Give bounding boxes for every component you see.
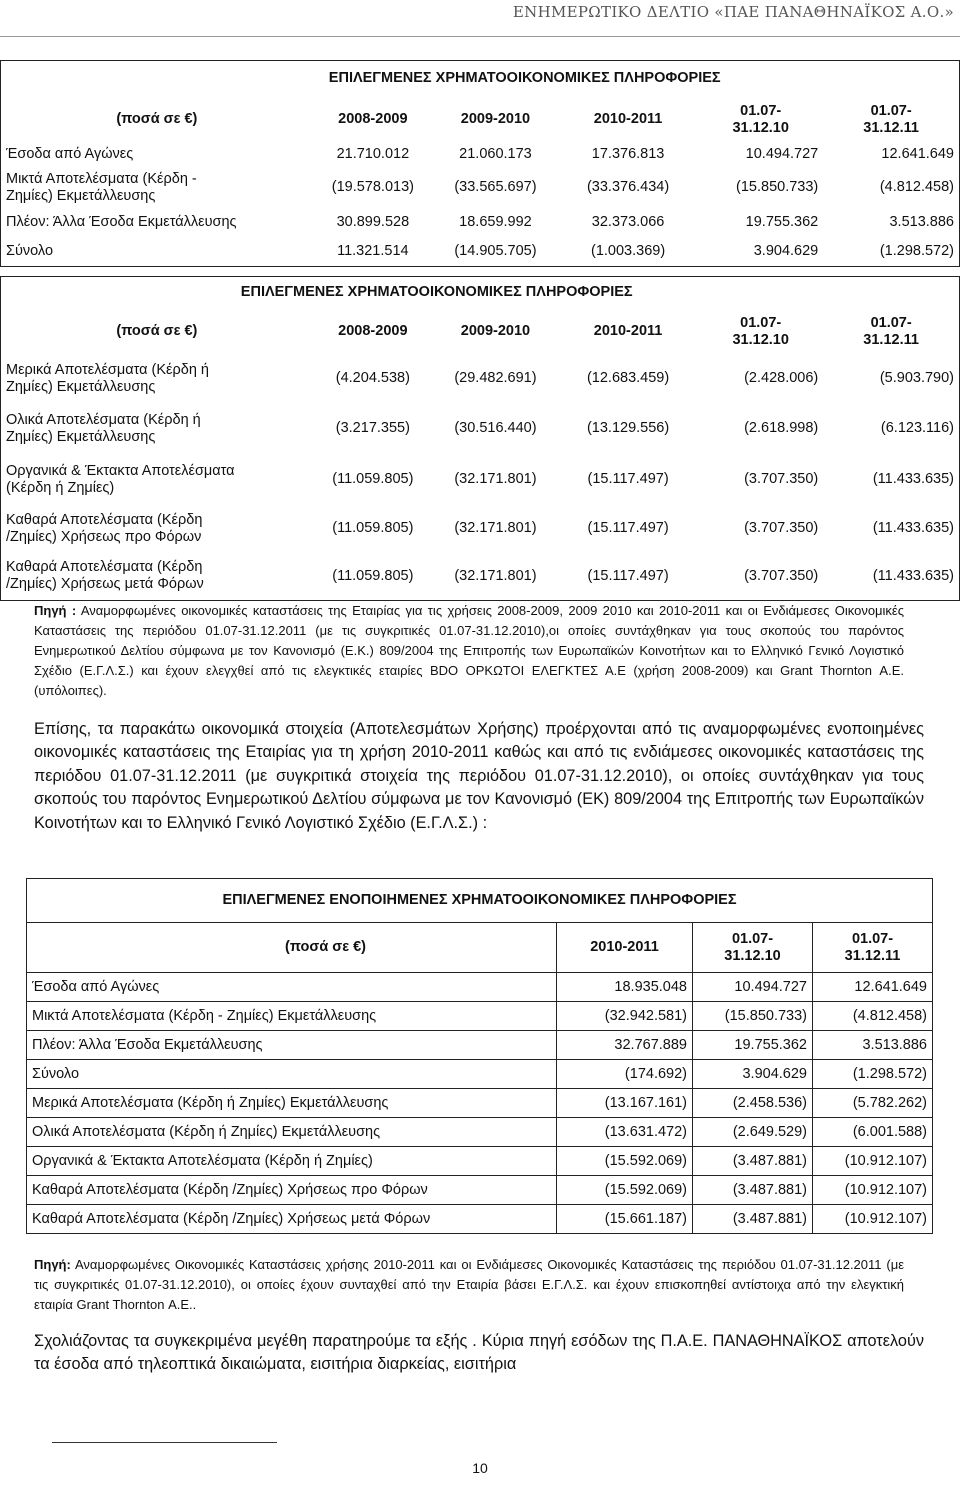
- cell-value: 18.935.048: [557, 973, 693, 1002]
- table2-col-header: 2008-2009: [338, 323, 408, 339]
- cell-value: (2.458.536): [693, 1089, 813, 1118]
- cell-value: (4.204.538): [335, 370, 410, 386]
- cell-value: 3.513.886: [889, 214, 954, 230]
- cell-value: (3.217.355): [335, 420, 410, 436]
- cell-value: (11.433.635): [872, 567, 954, 584]
- row-label: Καθαρά Αποτελέσματα (Κέρδη /Ζημίες) Χρήσεως μετά Φόρων: [6, 559, 204, 593]
- cell-value: 18.659.992: [459, 214, 532, 230]
- cell-value: (13.631.472): [557, 1118, 693, 1147]
- cell-value: 32.373.066: [591, 214, 665, 230]
- table-row: [1, 403, 960, 455]
- table3-unit-label: (ποσά σε €): [27, 923, 557, 973]
- cell-value: (3.707.350): [744, 471, 819, 487]
- table-row: [27, 1205, 933, 1234]
- table1-col-header: 2008-2009: [338, 111, 408, 127]
- table1-unit-label: (ποσά σε €): [116, 111, 198, 127]
- cell-value: (174.692): [557, 1060, 693, 1089]
- table1-caption-row: [1, 61, 960, 97]
- cell-value: 12.641.649: [881, 146, 954, 162]
- cell-value: (2.428.006): [744, 370, 819, 386]
- cell-value: (15.592.069): [557, 1176, 693, 1205]
- cell-value: (12.683.459): [586, 370, 670, 386]
- body-paragraph-2: Σχολιάζοντας τα συγκεκριμένα μεγέθη παρατηρούμε τα εξής . Κύρια πηγή εσόδων της Π.Α.Ε. ΠΑΝΑΘΗΝΑΪΚΟΣ αποτελούν τα έσοδα από τηλεοπτικά δικαιώματα, εισιτήρια διαρκείας, εισιτήρια: [34, 1332, 924, 1374]
- page-number: 10: [472, 1460, 488, 1476]
- table1-col-header: 01.07- 31.12.11: [863, 102, 919, 136]
- cell-value: (15.592.069): [557, 1147, 693, 1176]
- table-row: [27, 1031, 933, 1060]
- cell-value: (3.707.350): [744, 520, 819, 536]
- row-label: Σύνολο: [27, 1060, 557, 1089]
- table-row: [27, 1118, 933, 1147]
- cell-value: 21.710.012: [336, 146, 410, 162]
- cell-value: (13.129.556): [586, 420, 670, 436]
- cell-value: 19.755.362: [745, 214, 819, 230]
- cell-value: (3.487.881): [693, 1205, 813, 1234]
- source-label: Πηγή :: [34, 603, 77, 618]
- cell-value: (6.123.116): [880, 420, 954, 436]
- table-row: [27, 1089, 933, 1118]
- header-divider: [0, 36, 960, 37]
- cell-value: (32.171.801): [454, 471, 537, 487]
- source-label: Πηγή:: [34, 1257, 71, 1272]
- table-row: [1, 143, 960, 167]
- row-label: Καθαρά Αποτελέσματα (Κέρδη /Ζημίες) Χρήσεως μετά Φόρων: [27, 1205, 557, 1234]
- source-note-1: [34, 601, 904, 701]
- table2-col-header: 01.07- 31.12.10: [732, 314, 789, 348]
- cell-value: 3.904.629: [693, 1060, 813, 1089]
- table2-col-header: 01.07- 31.12.11: [863, 314, 919, 348]
- cell-value: 3.513.886: [813, 1031, 933, 1060]
- page-header: [0, 0, 960, 24]
- table1-header-row: [1, 97, 960, 143]
- row-label: Πλέον: Άλλα Έσοδα Εκμετάλλευσης: [27, 1031, 557, 1060]
- row-label: Οργανικά & Έκτακτα Αποτελέσματα (Κέρδη ή Ζημίες): [6, 462, 235, 496]
- row-label: Μερικά Αποτελέσματα (Κέρδη ή Ζημίες) Εκμετάλλευσης: [6, 361, 209, 395]
- cell-value: 32.767.889: [557, 1031, 693, 1060]
- table-row: [27, 1002, 933, 1031]
- cell-value: 10.494.727: [745, 146, 819, 162]
- cell-value: (15.117.497): [587, 520, 669, 536]
- cell-value: (15.117.497): [587, 567, 669, 584]
- table2-col-header: 2009-2010: [460, 323, 531, 339]
- cell-value: (2.649.529): [693, 1118, 813, 1147]
- table-row: [1, 505, 960, 553]
- cell-value: 17.376.813: [591, 146, 665, 162]
- table-row: [1, 237, 960, 267]
- cell-value: 19.755.362: [693, 1031, 813, 1060]
- table-row: [27, 973, 933, 1002]
- cell-value: 3.904.629: [753, 242, 819, 259]
- cell-value: (4.812.458): [879, 179, 954, 195]
- table3-caption: ΕΠΙΛΕΓΜΕΝΕΣ ΕΝΟΠΟΙΗΜΕΝΕΣ ΧΡΗΜΑΤΟΟΙΚΟΝΟΜΙΚΕΣ ΠΛΗΡΟΦΟΡΙΕΣ: [27, 879, 933, 923]
- table-row: [27, 1176, 933, 1205]
- row-label: Καθαρά Αποτελέσματα (Κέρδη /Ζημίες) Χρήσεως προ Φόρων: [27, 1176, 557, 1205]
- cell-value: (15.850.733): [693, 1002, 813, 1031]
- cell-value: (6.001.588): [813, 1118, 933, 1147]
- cell-value: (33.565.697): [454, 179, 537, 195]
- cell-value: (5.903.790): [879, 370, 954, 386]
- cell-value: (10.912.107): [813, 1147, 933, 1176]
- cell-value: (3.707.350): [744, 567, 819, 584]
- table-row: [1, 167, 960, 209]
- cell-value: (29.482.691): [454, 370, 537, 386]
- table3-col-header: 2010-2011: [557, 923, 693, 973]
- cell-value: (11.059.805): [332, 471, 414, 487]
- cell-value: (15.661.187): [557, 1205, 693, 1234]
- consolidated-table: [26, 878, 933, 1234]
- row-label: Μερικά Αποτελέσματα (Κέρδη ή Ζημίες) Εκμετάλλευσης: [27, 1089, 557, 1118]
- row-label: Σύνολο: [6, 242, 54, 259]
- table1-col-header: 01.07- 31.12.10: [732, 102, 789, 136]
- source-note-2: [34, 1255, 904, 1315]
- table2-caption-row: [1, 277, 960, 309]
- source-text: Αναμορφωμένες Οικονομικές Καταστάσεις χρήσης 2010-2011 και οι Ενδιάμεσες Οικονομικές Καταστάσεις της περιόδου 01.07-31.12.2011 (με τις συγκριτικές 01.07-31.12.2010), οι οποίες έχουν συνταχθεί από την Εταιρία βάσει Ε.Γ.Λ.Σ. και έχουν επισκοπηθεί αντίστοιχα από την ελεγκτική εταιρία Grant Thornton Α.Ε..: [34, 1257, 904, 1312]
- table-row: [27, 1060, 933, 1089]
- table3-caption-row: [27, 879, 933, 923]
- cell-value: (32.942.581): [557, 1002, 693, 1031]
- cell-value: 12.641.649: [813, 973, 933, 1002]
- table1-caption: ΕΠΙΛΕΓΜΕΝΕΣ ΧΡΗΜΑΤΟΟΙΚΟΝΟΜΙΚΕΣ ΠΛΗΡΟΦΟΡΙΕΣ: [328, 70, 721, 87]
- cell-value: (1.298.572): [813, 1060, 933, 1089]
- cell-value: (15.850.733): [736, 179, 819, 195]
- cell-value: (10.912.107): [813, 1205, 933, 1234]
- cell-value: (15.117.497): [587, 471, 669, 487]
- cell-value: (33.376.434): [586, 179, 670, 195]
- row-label: Έσοδα από Αγώνες: [6, 146, 134, 162]
- table-row: [1, 209, 960, 237]
- cell-value: (1.298.572): [879, 242, 954, 259]
- cell-value: (11.059.805): [332, 567, 414, 584]
- cell-value: 30.899.528: [336, 214, 410, 230]
- row-label: Ολικά Αποτελέσματα (Κέρδη ή Ζημίες) Εκμετάλλευσης: [6, 411, 201, 445]
- table2-header-row: [1, 309, 960, 355]
- cell-value: 10.494.727: [693, 973, 813, 1002]
- financial-table-1: [0, 60, 960, 267]
- cell-value: (4.812.458): [813, 1002, 933, 1031]
- table1-col-header: 2009-2010: [460, 111, 531, 127]
- row-label: Πλέον: Άλλα Έσοδα Εκμετάλλευσης: [6, 214, 237, 230]
- table1-col-header: 2010-2011: [593, 111, 663, 127]
- table3-col-header: 01.07- 31.12.10: [693, 923, 813, 973]
- row-label: Οργανικά & Έκτακτα Αποτελέσματα (Κέρδη ή Ζημίες): [27, 1147, 557, 1176]
- table2-caption: ΕΠΙΛΕΓΜΕΝΕΣ ΧΡΗΜΑΤΟΟΙΚΟΝΟΜΙΚΕΣ ΠΛΗΡΟΦΟΡΙΕΣ: [240, 284, 633, 301]
- cell-value: (19.578.013): [331, 179, 414, 195]
- table-row: [1, 355, 960, 403]
- table2-unit-label: (ποσά σε €): [116, 323, 198, 339]
- footnote-divider: [52, 1442, 277, 1443]
- table3-col-header: 01.07- 31.12.11: [813, 923, 933, 973]
- table-row: [1, 455, 960, 505]
- cell-value: (3.487.881): [693, 1176, 813, 1205]
- source-text: Αναμορφωμένες οικονομικές καταστάσεις της Εταιρίας για τις χρήσεις 2008-2009, 2009 2010 και 2010-2011 και οι Ενδιάμεσες Οικονομικές Καταστάσεις της περιόδου 01.07-31.12.2011 (με τις συγκριτικές 01.07-31.12.2010),οι οποίες συντάχθηκαν για τους σκοπούς του παρόντος Ενημερωτικού Δελτίου σύμφωνα με τον Κανονισμό (Ε.Κ.) 809/2004 της Επιτροπής των Ευρωπαϊκών Κοινοτήτων και το Ελληνικό Γενικό Λογιστικό Σχέδιο (Ε.Γ.Λ.Σ.) και έχουν ελεγχθεί από τις ελεγκτικές εταιρίες BDO ΟΡΚΩΤΟΙ ΕΛΕΓΚΤΕΣ Α.Ε (χρήση 2008-2009) και Grant Thornton Α.Ε. (υπόλοιπες).: [34, 603, 904, 698]
- cell-value: 21.060.173: [459, 146, 532, 162]
- row-label: Ολικά Αποτελέσματα (Κέρδη ή Ζημίες) Εκμετάλλευσης: [27, 1118, 557, 1147]
- cell-value: (32.171.801): [454, 567, 537, 584]
- table2-col-header: 2010-2011: [593, 323, 663, 339]
- cell-value: (30.516.440): [454, 420, 537, 436]
- body-paragraph-1: Επίσης, τα παρακάτω οικονομικά στοιχεία (Αποτελεσμάτων Χρήσης) προέρχονται από τις αναμορφωμένες ενοποιημένες οικονομικές καταστάσεις της Εταιρίας για τη χρήση 2010-2011 καθώς και από τις ενδιάμεσες οικονομικές καταστάσεις της περιόδου 01.07-31.12.2011 (με συγκριτικά στοιχεία της περιόδου 01.07-31.12.2010), οι οποίες συντάχθηκαν για τους σκοπούς του παρόντος Ενημερωτικού Δελτίου σύμφωνα με τον Κανονισμό (ΕΚ) 809/2004 της Επιτροπής των Ευρωπαϊκών Κοινοτήτων και το Ελληνικό Γενικό Λογιστικό Σχέδιο (Ε.Γ.Λ.Σ.) :: [34, 720, 924, 832]
- row-label: Μικτά Αποτελέσματα (Κέρδη - Ζημίες) Εκμετάλλευσης: [27, 1002, 557, 1031]
- cell-value: (11.433.635): [872, 520, 954, 536]
- cell-value: (11.433.635): [872, 471, 954, 487]
- document-title: ΕΝΗΜΕΡΩΤΙΚΟ ΔΕΛΤΙΟ «ΠΑΕ ΠΑΝΑΘΗΝΑΪΚΟΣ Α.Ο.»: [512, 3, 954, 21]
- row-label: Καθαρά Αποτελέσματα (Κέρδη /Ζημίες) Χρήσεως προ Φόρων: [6, 511, 203, 545]
- financial-table-2: [0, 276, 960, 601]
- table-row: [1, 553, 960, 601]
- cell-value: (5.782.262): [813, 1089, 933, 1118]
- table3-header-row: [27, 923, 933, 973]
- cell-value: (3.487.881): [693, 1147, 813, 1176]
- cell-value: (10.912.107): [813, 1176, 933, 1205]
- row-label: Έσοδα από Αγώνες: [27, 973, 557, 1002]
- cell-value: (13.167.161): [557, 1089, 693, 1118]
- cell-value: (11.059.805): [332, 520, 414, 536]
- row-label: Μικτά Αποτελέσματα (Κέρδη - Ζημίες) Εκμετάλλευσης: [6, 170, 197, 204]
- cell-value: 11.321.514: [337, 242, 409, 259]
- cell-value: (2.618.998): [744, 420, 819, 436]
- cell-value: (14.905.705): [454, 242, 537, 259]
- table-row: [27, 1147, 933, 1176]
- cell-value: (1.003.369): [590, 242, 666, 259]
- cell-value: (32.171.801): [454, 520, 537, 536]
